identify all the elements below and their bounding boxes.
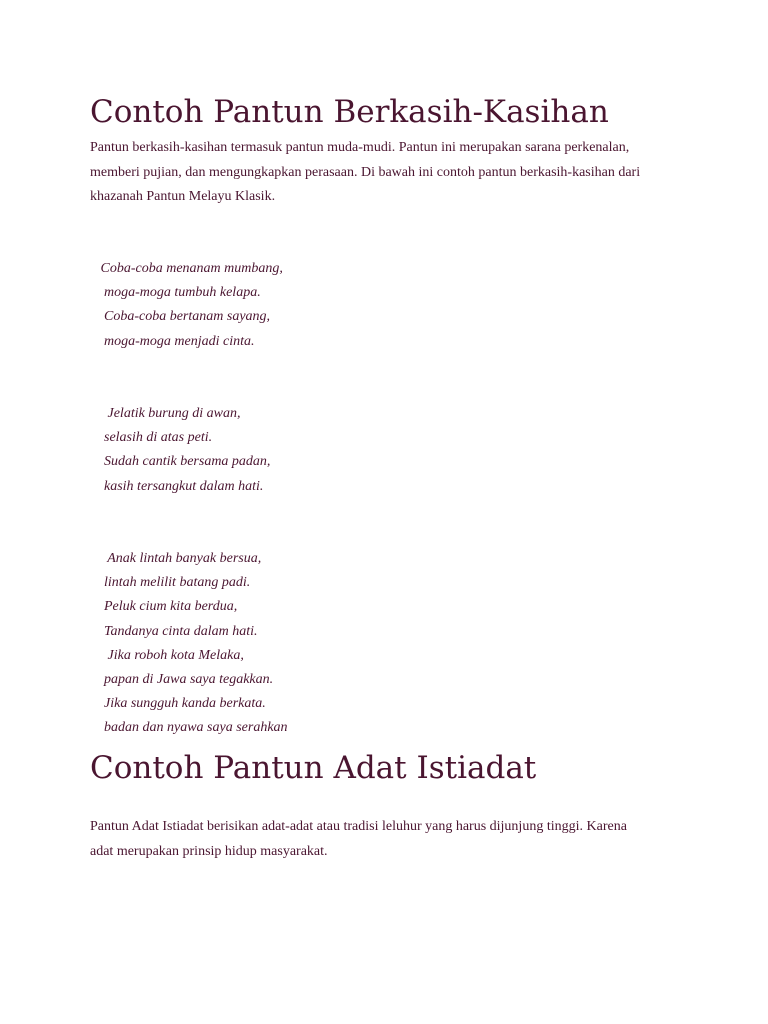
verse-line: moga-moga menjadi cinta. <box>97 333 255 349</box>
verse-line: Jika roboh kota Melaka, <box>97 647 244 663</box>
verse-line: lintah melilit batang padi. <box>97 575 251 591</box>
pantun-stanza-2 <box>97 402 270 499</box>
intro-line: Pantun berkasih-kasihan termasuk pantun muda-mudi. Pantun ini merupakan sarana perkenalan, <box>90 140 630 155</box>
verse-line: Anak lintah banyak bersua, <box>97 551 262 566</box>
verse-line: Jelatik burung di awan, <box>97 406 241 421</box>
verse-line: badan dan nyawa saya serahkan <box>97 720 288 736</box>
verse-line: Jika sungguh kanda berkata. <box>97 696 266 712</box>
verse-line: Coba-coba menanam mumbang, <box>97 261 283 276</box>
section-intro-adat-istiadat <box>90 815 680 864</box>
verse-line: kasih tersangkut dalam hati. <box>97 478 264 494</box>
verse-line: moga-moga tumbuh kelapa. <box>97 285 261 301</box>
pantun-stanza-1 <box>97 257 283 354</box>
verse-line: Coba-coba bertanam sayang, <box>97 309 271 325</box>
verse-line: Peluk cium kita berdua, <box>97 599 238 615</box>
intro-line: Pantun Adat Istiadat berisikan adat-adat atau tradisi leluhur yang harus dijunjung tinggi. Karena <box>90 819 627 834</box>
section-title-adat-istiadat: Contoh Pantun Adat Istiadat <box>90 750 537 786</box>
verse-line: selasih di atas peti. <box>97 430 213 446</box>
section-title-berkasih-kasihan: Contoh Pantun Berkasih-Kasihan <box>90 94 609 130</box>
intro-line: khazanah Pantun Melayu Klasik. <box>90 189 276 204</box>
intro-line: adat merupakan prinsip hidup masyarakat. <box>90 843 328 859</box>
section-intro-berkasih-kasihan <box>90 136 680 210</box>
verse-line: papan di Jawa saya tegakkan. <box>97 672 274 688</box>
intro-line: memberi pujian, dan mengungkapkan perasaan. Di bawah ini contoh pantun berkasih-kasihan dari <box>90 164 641 180</box>
verse-line: Sudah cantik bersama padan, <box>97 454 271 470</box>
verse-line: Tandanya cinta dalam hati. <box>97 623 258 639</box>
pantun-stanza-3 <box>97 547 288 741</box>
